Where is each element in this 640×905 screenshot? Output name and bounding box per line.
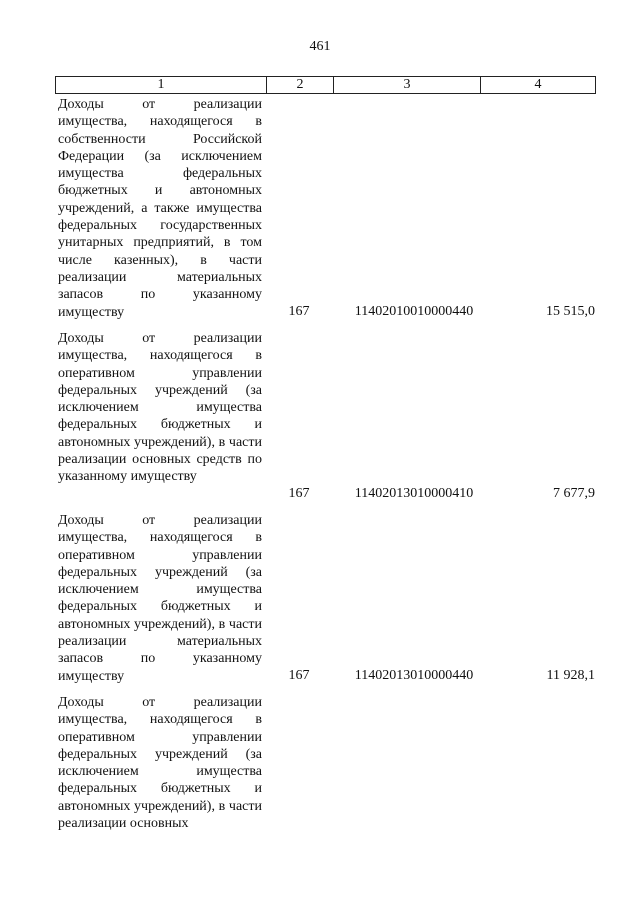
kbk-code: 11402013010000440 <box>354 668 474 683</box>
amount-value: 11 928,1 <box>546 668 595 683</box>
income-description: Доходы от реализации имущества, находящегося в собственности Российской Федерации (за исключением имущества федеральных бюджетных и автономных учреждений, а также имущества федеральных государственных унитарных предприятий, в том числе казенных), в части реализации материальных запасов по указанному имуществу <box>58 97 262 320</box>
amount-value: 15 515,0 <box>546 304 595 319</box>
amount-value: 7 677,9 <box>553 486 595 501</box>
table-row <box>55 330 596 505</box>
table-row <box>55 694 596 839</box>
column-header-1: 1 <box>56 77 267 93</box>
column-header-3: 3 <box>334 77 481 93</box>
column-header-4: 4 <box>534 77 542 92</box>
admin-code: 167 <box>288 668 310 683</box>
admin-code: 167 <box>288 304 310 319</box>
admin-code: 167 <box>288 486 310 501</box>
income-description: Доходы от реализации имущества, находящегося в оперативном управлении федеральных учреждений (за исключением имущества федеральных бюджетных и автономных учреждений), в части реализации основных средств по указанному имуществу <box>58 331 262 485</box>
column-header-2: 2 <box>267 77 334 93</box>
table-row <box>55 512 596 687</box>
kbk-code: 11402010010000440 <box>354 304 474 319</box>
table-row <box>55 96 596 321</box>
table-header <box>55 76 596 94</box>
income-description: Доходы от реализации имущества, находящегося в оперативном управлении федеральных учреждений (за исключением имущества федеральных бюджетных и автономных учреждений), в части реализации основных <box>58 695 262 832</box>
kbk-code: 11402013010000410 <box>354 486 474 501</box>
page-number: 461 <box>309 39 331 54</box>
income-description: Доходы от реализации имущества, находящегося в оперативном управлении федеральных учреждений (за исключением имущества федеральных бюджетных и автономных учреждений), в части реализации материальных запасов по указанному имуществу <box>58 513 262 684</box>
